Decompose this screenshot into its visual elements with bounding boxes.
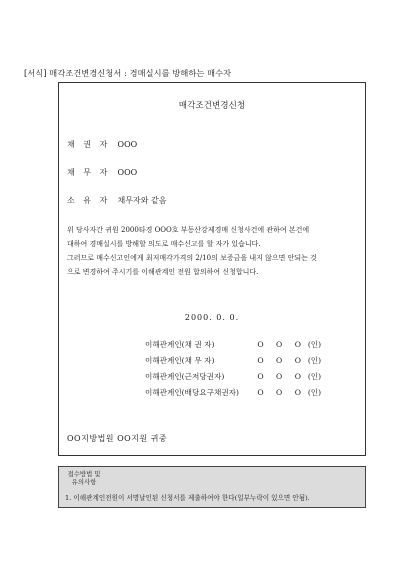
party-name: O O O [257, 388, 306, 397]
body-line: 그러므로 매수신고인에게 최저매각가격의 2/10의 보증금을 내지 않으면 안되는 것 [67, 254, 317, 262]
notice-label-line2: 유의사항 [71, 478, 97, 487]
party-seal: (인) [307, 356, 322, 365]
application-form [58, 82, 366, 456]
party-row [145, 337, 321, 353]
party-role: 이해관계인(채 무 자) [145, 356, 215, 365]
party-role: 이해관계인(채 권 자) [145, 340, 215, 349]
notice-label-line1: 접수방법 및 [67, 470, 101, 478]
debtor-value: OOO [117, 168, 138, 177]
body-line: 대하여 경매실시를 방해할 의도로 매수신고를 할 자가 있습니다. [67, 240, 261, 248]
document-header-title: [서식] 매각조건변경신청서 : 경매실시를 방해하는 매수자 [24, 68, 232, 78]
notice-box [58, 466, 366, 508]
interested-parties [145, 337, 321, 401]
creditor-field [67, 139, 137, 150]
party-seal: (인) [307, 340, 322, 349]
notice-text: 1. 이해관계인전원이 서명날인된 신청서를 제출하여야 한다(일부누락이 있으면 안됨). [65, 494, 310, 502]
notice-label [63, 470, 105, 488]
owner-label: 소 유 자 [67, 196, 111, 205]
party-row [145, 369, 321, 385]
application-date: 2000. 0. 0. [184, 313, 240, 322]
party-name: O O O [257, 340, 306, 349]
owner-field [67, 195, 166, 206]
party-row [145, 353, 321, 369]
debtor-field [67, 167, 137, 178]
creditor-value: OOO [117, 140, 138, 149]
body-line: 으로 변경하여 주시기를 이해관계인 전원 합의하여 신청합니다. [67, 268, 259, 276]
party-seal: (인) [307, 388, 322, 397]
party-role: 이해관계인(근저당권자) [145, 372, 225, 381]
party-role: 이해관계인(배당요구채권자) [145, 388, 239, 397]
application-body [67, 223, 357, 279]
court-addressee: OO지방법원 OO지원 귀중 [67, 434, 168, 443]
party-name: O O O [257, 372, 306, 381]
party-seal: (인) [307, 372, 322, 381]
party-name: O O O [257, 356, 306, 365]
creditor-label: 채 권 자 [67, 140, 111, 149]
debtor-label: 채 무 자 [67, 168, 111, 177]
owner-value: 채무자와 같음 [117, 196, 167, 205]
form-heading: 매각조건변경신청 [178, 101, 246, 111]
party-row [145, 385, 321, 401]
body-line: 위 당사자간 귀원 2000타경 OOO호 부동산강제경매 신청사건에 관하여 본건에 [67, 226, 310, 234]
